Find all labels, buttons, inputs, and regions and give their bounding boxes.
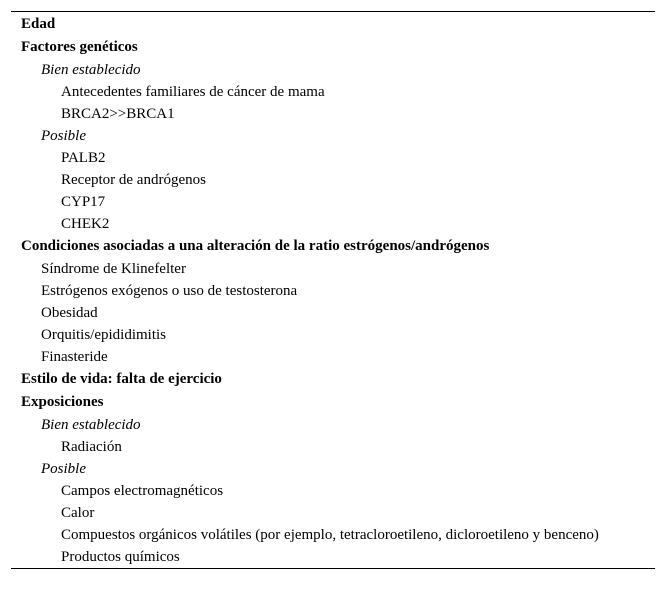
table-row-heading: Exposiciones xyxy=(21,394,104,410)
table-row-item: Antecedentes familiares de cáncer de mama xyxy=(61,84,325,100)
risk-factors-table xyxy=(11,11,655,569)
table-row-heading: Factores genéticos xyxy=(21,39,138,55)
table-row-item: Campos electromagnéticos xyxy=(61,483,224,499)
table-row-item: CHEK2 xyxy=(61,216,110,232)
table-row-item: CYP17 xyxy=(61,194,106,210)
table-row-heading: Estilo de vida: falta de ejercicio xyxy=(21,371,222,387)
table-row-subheading: Bien establecido xyxy=(41,62,141,78)
table-row-item: Receptor de andrógenos xyxy=(61,172,206,188)
table-row-item: Orquitis/epididimitis xyxy=(41,327,167,343)
table-row-item: Compuestos orgánicos volátiles (por ejemplo, tetracloroetileno, dicloroetileno y benceno) xyxy=(61,527,599,543)
table-row-item: Radiación xyxy=(61,439,122,455)
table-row-item: Obesidad xyxy=(41,305,98,321)
table-row-item: PALB2 xyxy=(61,150,106,166)
table-row-heading: Edad xyxy=(21,16,56,32)
table-row-item: Síndrome de Klinefelter xyxy=(41,261,186,277)
table-row-subheading: Posible xyxy=(41,128,86,144)
table-row-heading: Condiciones asociadas a una alteración de la ratio estrógenos/andrógenos xyxy=(21,238,490,254)
table-row-item: Calor xyxy=(61,505,95,521)
table-row-subheading: Bien establecido xyxy=(41,417,141,433)
table-row-subheading: Posible xyxy=(41,461,86,477)
table-row-item: Finasteride xyxy=(41,349,108,365)
table-row-item: BRCA2>>BRCA1 xyxy=(61,106,175,122)
table-row-item: Productos químicos xyxy=(61,549,180,565)
table-row-item: Estrógenos exógenos o uso de testosterona xyxy=(41,283,298,299)
